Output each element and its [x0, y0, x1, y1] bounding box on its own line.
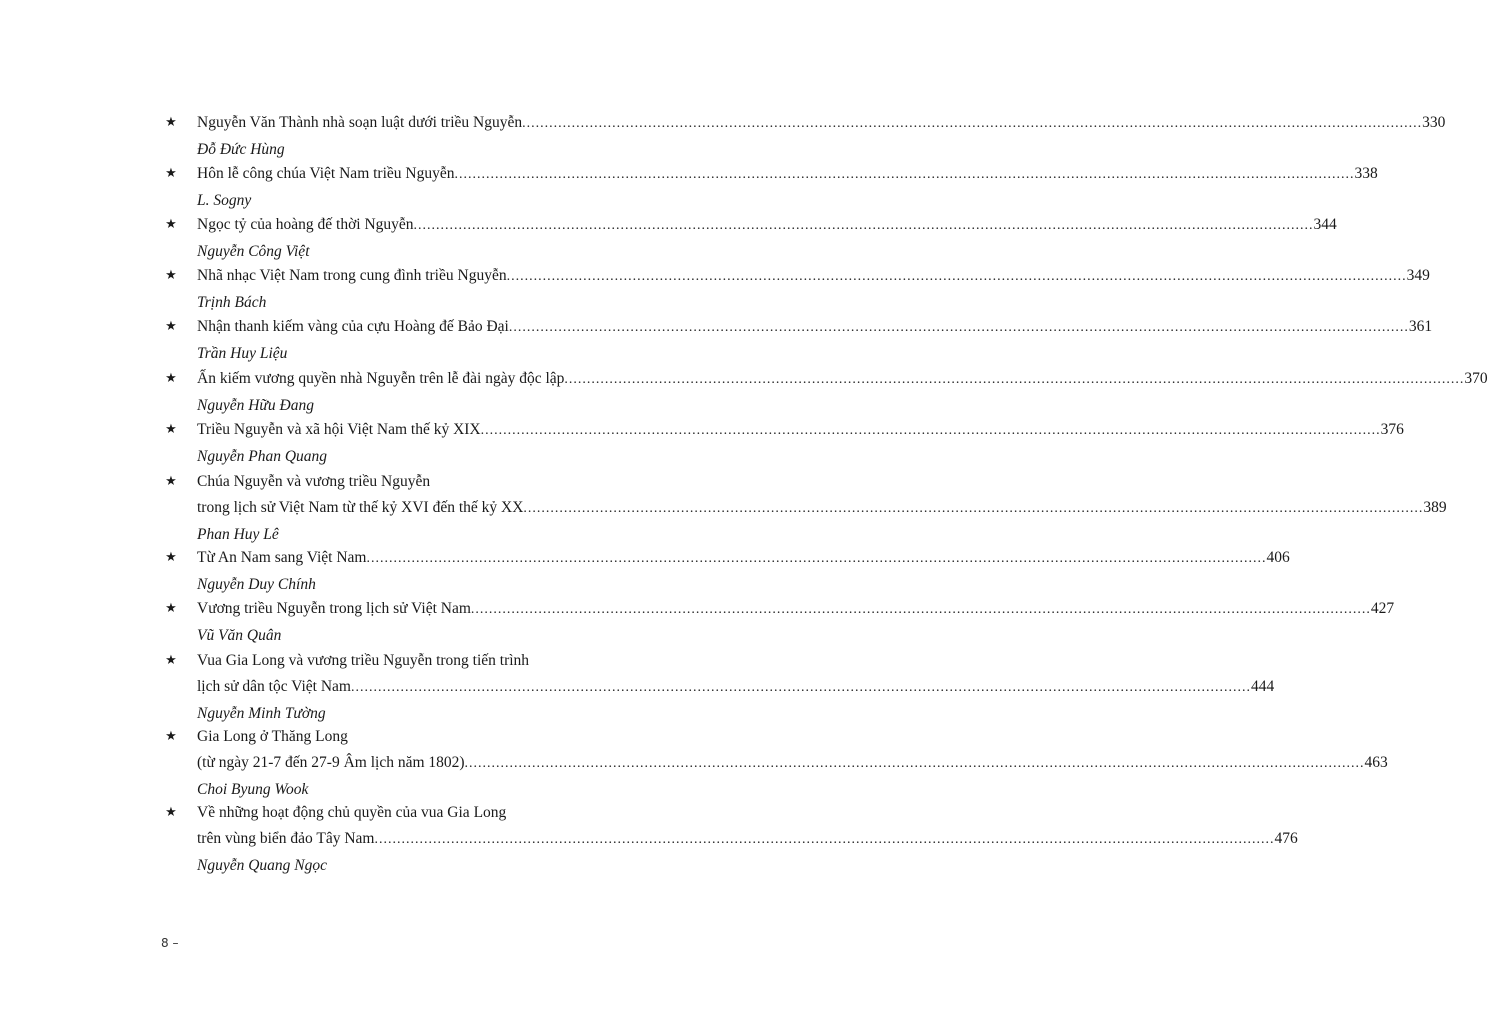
entry-title-line: Gia Long ở Thăng Long: [197, 728, 348, 745]
page-number: 389: [1423, 499, 1447, 516]
page-number: 376: [1380, 421, 1404, 438]
star-bullet-icon: ★: [165, 268, 177, 283]
dot-leader: ........................................................................................................................................................................................................: [522, 116, 1423, 131]
star-bullet-icon: ★: [165, 422, 177, 437]
dot-leader: ........................................................................................................................................................................................................: [366, 551, 1267, 566]
star-bullet-icon: ★: [165, 115, 177, 130]
entry-title-line: Vua Gia Long và vương triều Nguyễn trong tiến trình: [197, 652, 530, 669]
entry-title: Ngọc tỷ của hoàng đế thời Nguyễn: [197, 216, 414, 233]
dot-leader: ........................................................................................................................................................................................................: [506, 269, 1407, 284]
entry-title: Triều Nguyễn và xã hội Việt Nam thế kỷ XIX: [197, 421, 481, 438]
star-bullet-icon: ★: [165, 474, 177, 489]
page-folio: 8 –: [161, 936, 179, 950]
entry-title: Nhã nhạc Việt Nam trong cung đình triều Nguyễn: [197, 267, 507, 284]
dot-leader: ........................................................................................................................................................................................................: [374, 832, 1275, 847]
entry-author: Nguyễn Hữu Đang: [197, 397, 314, 414]
entry-title-line: Chúa Nguyễn và vương triều Nguyễn: [197, 473, 431, 490]
dot-leader: ........................................................................................................................................................................................................: [464, 756, 1365, 771]
entry-author: Trần Huy Liệu: [197, 345, 288, 362]
entry-title: Nguyễn Văn Thành nhà soạn luật dưới triều Nguyễn: [197, 114, 523, 131]
entry-title: Ấn kiếm vương quyền nhà Nguyễn trên lễ đài ngày độc lập: [197, 370, 565, 387]
entry-title: lịch sử dân tộc Việt Nam: [197, 678, 351, 695]
page-number: 406: [1266, 549, 1290, 566]
page-number: 349: [1406, 267, 1430, 284]
entry-title: (từ ngày 21-7 đến 27-9 Âm lịch năm 1802): [197, 754, 465, 771]
entry-title-line: Về những hoạt động chủ quyền của vua Gia Long: [197, 804, 507, 821]
entry-author: Trịnh Bách: [197, 294, 267, 311]
dot-leader: ........................................................................................................................................................................................................: [413, 218, 1314, 233]
star-bullet-icon: ★: [165, 166, 177, 181]
page-number: 330: [1422, 114, 1446, 131]
entry-author: Vũ Văn Quân: [197, 627, 282, 644]
page-number: 370: [1464, 370, 1488, 387]
entry-title: Hôn lễ công chúa Việt Nam triều Nguyễn: [197, 165, 455, 182]
entry-author: Phan Huy Lê: [197, 526, 279, 543]
dot-leader: ........................................................................................................................................................................................................: [454, 167, 1355, 182]
star-bullet-icon: ★: [165, 319, 177, 334]
entry-author: L. Sogny: [197, 192, 252, 209]
dot-leader: ........................................................................................................................................................................................................: [564, 372, 1465, 387]
entry-author: Choi Byung Wook: [197, 781, 309, 798]
star-bullet-icon: ★: [165, 805, 177, 820]
dot-leader: ........................................................................................................................................................................................................: [480, 423, 1381, 438]
page-number: 476: [1274, 830, 1298, 847]
entry-author: Nguyễn Minh Tường: [197, 705, 326, 722]
page-number: 427: [1370, 600, 1395, 617]
entry-author: Nguyễn Công Việt: [197, 243, 310, 260]
dot-leader: ........................................................................................................................................................................................................: [350, 680, 1251, 695]
dot-leader: ........................................................................................................................................................................................................: [508, 320, 1409, 335]
page-number: 344: [1313, 216, 1337, 233]
entry-author: Nguyễn Duy Chính: [197, 576, 316, 593]
star-bullet-icon: ★: [165, 653, 177, 668]
entry-title: Nhận thanh kiếm vàng của cựu Hoàng đế Bảo Đại: [197, 318, 509, 335]
star-bullet-icon: ★: [165, 729, 177, 744]
entry-author: Đỗ Đức Hùng: [197, 141, 285, 158]
entry-title: trên vùng biển đảo Tây Nam: [197, 830, 375, 847]
star-bullet-icon: ★: [165, 371, 177, 386]
dot-leader: ........................................................................................................................................................................................................: [470, 602, 1371, 617]
entry-author: Nguyễn Quang Ngọc: [197, 857, 328, 874]
page-number: 444: [1250, 678, 1275, 695]
page-number: 463: [1364, 754, 1388, 771]
star-bullet-icon: ★: [165, 217, 177, 232]
entry-title: Từ An Nam sang Việt Nam: [197, 549, 367, 566]
star-bullet-icon: ★: [165, 601, 177, 616]
entry-title: trong lịch sử Việt Nam từ thế kỷ XVI đến thế kỷ XX: [197, 499, 524, 516]
entry-author: Nguyễn Phan Quang: [197, 448, 328, 465]
entry-title: Vương triều Nguyễn trong lịch sử Việt Nam: [197, 600, 471, 617]
page-number: 338: [1354, 165, 1378, 182]
star-bullet-icon: ★: [165, 550, 177, 565]
page-number: 361: [1408, 318, 1433, 335]
dot-leader: ........................................................................................................................................................................................................: [523, 501, 1424, 516]
